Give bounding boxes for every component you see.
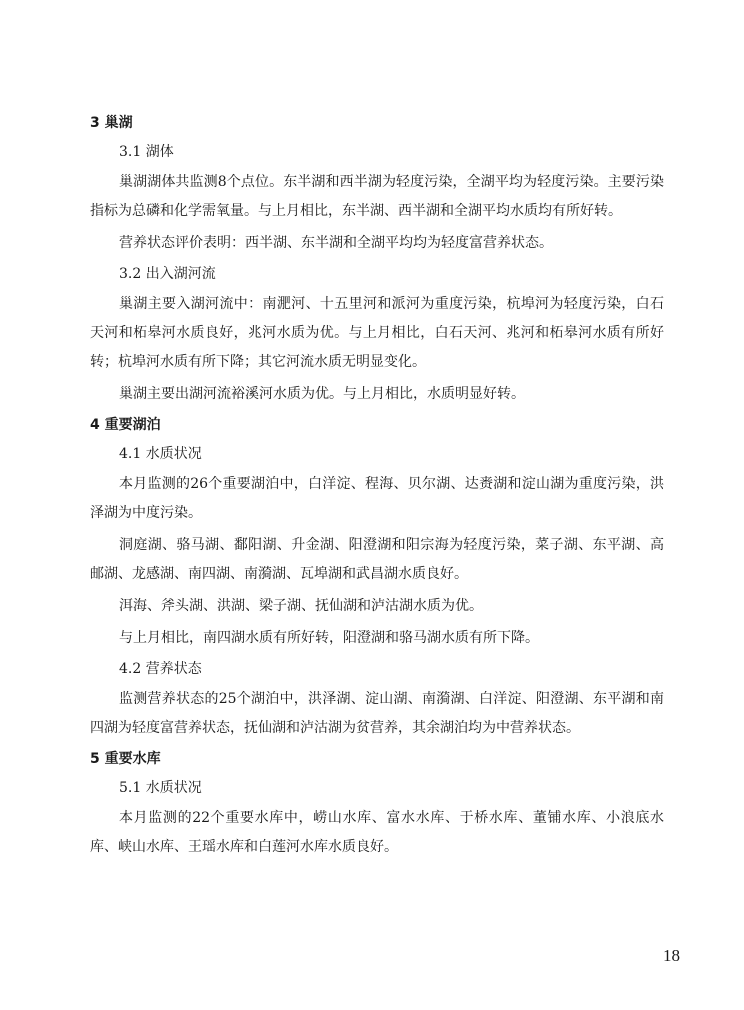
section-3-heading: 3 巢湖 <box>90 115 133 131</box>
section-4-2-paragraph-1: 监测营养状态的25个湖泊中，洪泽湖、淀山湖、南漪湖、白洋淀、阳澄湖、东平湖和南四湖为轻度富营养状态，抚仙湖和泸沽湖为贫营养，其余湖泊均为中营养状态。 <box>90 691 664 736</box>
section-5-heading: 5 重要水库 <box>90 751 161 767</box>
section-3-1-paragraph-2: 营养状态评价表明：西半湖、东半湖和全湖平均均为轻度富营养状态。 <box>119 235 553 251</box>
section-4-1-paragraph-1: 本月监测的26个重要湖泊中，白洋淀、程海、贝尔湖、达赉湖和淀山湖为重度污染，洪泽湖为中度污染。 <box>90 476 664 521</box>
page-number: 18 <box>663 946 680 965</box>
section-5-1-paragraph-1: 本月监测的22个重要水库中，崂山水库、富水水库、于桥水库、董铺水库、小浪底水库、峡山水库、王瑶水库和白莲河水库水质良好。 <box>90 810 664 855</box>
section-3-2-paragraph-2: 巢湖主要出湖河流裕溪河水质为优。与上月相比，水质明显好转。 <box>119 386 525 402</box>
section-3-2-heading: 3.2 出入湖河流 <box>119 266 216 282</box>
section-3-1-paragraph-1: 巢湖湖体共监测8个点位。东半湖和西半湖为轻度污染，全湖平均为轻度污染。主要污染指标为总磷和化学需氧量。与上月相比，东半湖、西半湖和全湖平均水质均有所好转。 <box>90 174 664 219</box>
section-5-1-heading: 5.1 水质状况 <box>119 780 202 796</box>
section-4-1-paragraph-3: 洱海、斧头湖、洪湖、梁子湖、抚仙湖和泸沽湖水质为优。 <box>119 598 483 614</box>
section-4-1-heading: 4.1 水质状况 <box>119 446 202 462</box>
section-4-1-paragraph-2: 洞庭湖、骆马湖、鄱阳湖、升金湖、阳澄湖和阳宗海为轻度污染，菜子湖、东平湖、高邮湖、龙感湖、南四湖、南漪湖、瓦埠湖和武昌湖水质良好。 <box>90 537 664 582</box>
section-3-1-heading: 3.1 湖体 <box>119 144 174 160</box>
section-4-heading: 4 重要湖泊 <box>90 417 161 433</box>
section-4-2-heading: 4.2 营养状态 <box>119 661 202 677</box>
page-content <box>90 110 664 862</box>
section-3-2-paragraph-1: 巢湖主要入湖河流中：南淝河、十五里河和派河为重度污染，杭埠河为轻度污染，白石天河和柘皋河水质良好，兆河水质为优。与上月相比，白石天河、兆河和柘皋河水质有所好转；杭埠河水质有所下降；其它河流水质无明显变化。 <box>90 296 664 370</box>
section-4-1-paragraph-4: 与上月相比，南四湖水质有所好转，阳澄湖和骆马湖水质有所下降。 <box>119 630 539 646</box>
